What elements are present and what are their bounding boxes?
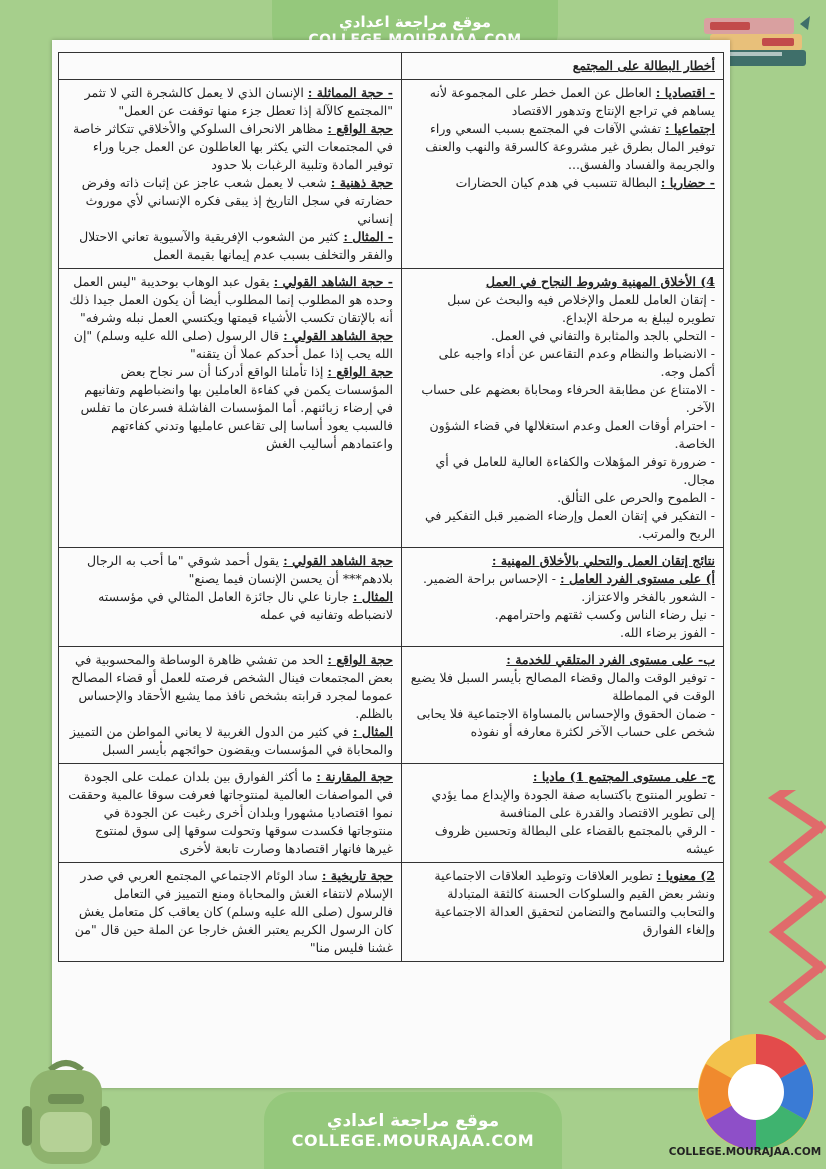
paragraph-text: - نيل رضاء الناس وكسب ثقتهم واحترامهم. [494, 607, 715, 622]
paragraph [67, 84, 393, 120]
scanned-page [52, 40, 730, 1088]
paragraph [410, 84, 715, 120]
paragraph-heading: - المثال : [343, 229, 393, 244]
paragraph-text: - إتقان العامل للعمل والإخلاص فيه والبحث عن سبل تطويره ليبلغ به مرحلة الإبداع. [447, 292, 715, 325]
paragraph-heading: المثال : [352, 724, 393, 739]
table-row [59, 863, 724, 962]
paragraph [410, 552, 715, 570]
evidence-cell [59, 80, 402, 269]
paragraph [410, 606, 715, 624]
table-title-text: أخطار البطالة على المجتمع [572, 58, 715, 73]
paragraph-text: - الإحساس براحة الضمير. [423, 571, 557, 586]
paragraph [410, 624, 715, 642]
paragraph [410, 570, 715, 588]
paragraph-text: البطالة تتسبب في هدم كيان الحضارات [455, 175, 657, 190]
paragraph [410, 345, 715, 381]
site-logo-icon[interactable] [694, 1030, 818, 1154]
paragraph [67, 174, 393, 228]
paragraph [410, 327, 715, 345]
idea-cell [402, 863, 724, 962]
paragraph-text: ساد الوئام الاجتماعي المجتمع العربي في صدر الإسلام لانتفاء الغش والمحاباة ومنع التمييز في التعامل فالرسول (صلى الله عليه وسلم) كان يعاقب كل متعامل يغش كان الرسول الكريم يعتبر الغش خارجا عن الملة حين قال "من غشنا فليس منا" [74, 868, 393, 955]
paragraph-text: - ضرورة توفر المؤهلات والكفاءة العالية للعامل في أي مجال. [435, 454, 715, 487]
paragraph-heading: حجة المقارنة : [316, 769, 393, 784]
paragraph [67, 588, 393, 624]
paragraph-text: كثير من الشعوب الإفريقية والآسيوية تعاني الاحتلال والفقر والتخلف بسبب عدم إيمانها بقيمة العمل [79, 229, 393, 262]
paragraph [410, 651, 715, 669]
paragraph [67, 768, 393, 858]
paragraph [410, 489, 715, 507]
table-title [402, 53, 724, 80]
paragraph-heading: حجة الواقع : [327, 364, 393, 379]
paragraph-heading: أ) على مستوى الفرد العامل : [560, 571, 715, 586]
paragraph-heading: - اقتصاديا : [655, 85, 715, 100]
paragraph-heading: ب- على مستوى الفرد المتلقي للخدمة : [506, 652, 715, 667]
footer-site-name-ar: موقع مراجعة اعدادي [326, 1111, 500, 1131]
paragraph [67, 228, 393, 264]
paragraph [410, 786, 715, 822]
idea-cell [402, 548, 724, 647]
paragraph [410, 705, 715, 741]
paragraph [67, 363, 393, 453]
evidence-cell [59, 548, 402, 647]
paragraph-text: الحد من تفشي ظاهرة الوساطة والمحسوبية في بعض المجتمعات فينال الشخص فرصته للعمل أو قضاء المصالح عموما لمجرد قرابته بشخص نافذ مما يشيع الأحقاد والإحساس بالظلم. [71, 652, 393, 721]
idea-cell [402, 764, 724, 863]
paragraph-text: - احترام أوقات العمل وعدم استغلالها في قضاء الشؤون الخاصة. [429, 418, 715, 451]
footer-site-url[interactable]: COLLEGE.MOURAJAA.COM [291, 1131, 535, 1150]
paragraph-heading: حجة ذهنية : [330, 175, 393, 190]
evidence-cell [59, 269, 402, 548]
paragraph [67, 723, 393, 759]
argument-table [58, 52, 724, 962]
backpack-icon [18, 1058, 114, 1166]
paragraph-heading: حجة تاريخية : [321, 868, 393, 883]
paragraph-text: - الفوز برضاء الله. [619, 625, 715, 640]
paragraph-heading: - حضاريا : [660, 175, 715, 190]
idea-cell [402, 269, 724, 548]
paragraph-text: - تطوير المنتوج باكتسابه صفة الجودة والإبداع مما يؤدي إلى تطوير الاقتصاد والقدرة على المنافسة [431, 787, 715, 820]
paragraph-text: يقول عبد الوهاب بوحديبة "ليس العمل وحده هو المطلوب إنما المطلوب أيضا أن يكون العمل جيدا ذلك أنه بالإتقان تكسب الأشياء قيمتها ويكتسي العمل نبله وشرفه" [69, 274, 393, 325]
paragraph-text: - الرقي بالمجتمع بالقضاء على البطالة وتحسين ظروف عيشه [434, 823, 715, 856]
paragraph [410, 669, 715, 705]
paragraph-heading: المثال : [352, 589, 393, 604]
evidence-cell [59, 764, 402, 863]
paragraph [67, 327, 393, 363]
paragraph-text: مظاهر الانحراف السلوكي والأخلاقي تتكاثر خاصة في المجتمعات التي يكثر بها العاطلون عن العمل جريا وراء توفير المادة وتلبية الرغبات بلا حدود [72, 121, 393, 172]
paragraph [67, 651, 393, 723]
paragraph-text: جارنا علي نال جائزة العامل المثالي في مؤسسته لانضباطه وتفانيه في عمله [98, 589, 393, 622]
table-row [59, 269, 724, 548]
paragraph-heading: نتائج إتقان العمل والتحلي بالأخلاق المهنية : [491, 553, 715, 568]
table-row [59, 80, 724, 269]
paragraph-text: قال الرسول (صلى الله عليه وسلم) "إن الله يحب إذا عمل أحدكم عملا أن يتقنه" [73, 328, 393, 361]
paragraph-text: - الامتناع عن مطابقة الحرفاء ومحاباة بعضهم على حساب الآخر. [421, 382, 715, 415]
site-name-ar: موقع مراجعة اعدادي [339, 13, 491, 31]
paragraph [410, 381, 715, 417]
paragraph-heading: 4) الأخلاق المهنية وشروط النجاح في العمل [485, 274, 715, 289]
paragraph [67, 867, 393, 957]
paragraph [410, 273, 715, 291]
paragraph [410, 291, 715, 327]
paragraph-heading: 2) معنويا : [656, 868, 715, 883]
paragraph [410, 174, 715, 192]
paragraph [410, 588, 715, 606]
paragraph-text: العاطل عن العمل خطر على المجموعة لأنه يساهم في تراجع الإنتاج وتدهور الاقتصاد [429, 85, 715, 118]
paragraph-text: - ضمان الحقوق والإحساس بالمساواة الاجتماعية فلا يحابى شخص على حساب الآخر لكثرة معارفه أو نفوذه [416, 706, 715, 739]
paragraph-text: - التفكير في إتقان العمل وإرضاء الضمير قبل التفكير في الربح والمرتب. [424, 508, 715, 541]
paragraph [410, 768, 715, 786]
paragraph [410, 417, 715, 453]
paragraph-text: إذا تأملنا الواقع أدركنا أن سر نجاح بعض المؤسسات يكمن في كفاءة العاملين بها وانضباطهم وتفانيهم في إرضاء زبائنهم. أما المؤسسات الفاشلة فسرعان ما تفلس فالسبب يعود أساسا إلى تقاعس عامليها وتدني كفاءتهم واعتمادهم أساليب الغش [80, 364, 393, 451]
paragraph-heading: - حجة الشاهد القولي : [273, 274, 393, 289]
paragraph [67, 120, 393, 174]
paragraph [410, 867, 715, 939]
table-row [59, 647, 724, 764]
paragraph-text: تفشي الآفات في المجتمع بسبب السعي وراء توفير المال بطرق غير مشروعة كالسرقة والنهب والعنف والجريمة والفساد والفسق... [425, 121, 715, 172]
table-row [59, 764, 724, 863]
bottom-site-banner[interactable] [264, 1092, 562, 1169]
paragraph-heading: حجة الواقع : [327, 121, 393, 136]
title-row [59, 53, 724, 80]
paragraph-heading: اجتماعيا : [664, 121, 715, 136]
paragraph [410, 507, 715, 543]
chevron-decoration-icon [736, 790, 826, 1040]
paragraph-heading: ج- على مستوى المجتمع 1) ماديا : [532, 769, 715, 784]
logo-caption: COLLEGE.MOURAJAA.COM [668, 1146, 822, 1158]
paragraph-heading: حجة الواقع : [327, 652, 393, 667]
paragraph [67, 552, 393, 588]
evidence-cell [59, 863, 402, 962]
paragraph [410, 120, 715, 174]
paragraph-text: - الشعور بالفخر والاعتزاز. [581, 589, 715, 604]
idea-cell [402, 647, 724, 764]
paragraph-heading: حجة الشاهد القولي : [283, 328, 393, 343]
paragraph [410, 822, 715, 858]
paragraph-text: تطوير العلاقات وتوطيد العلاقات الاجتماعية ونشر بعض القيم والسلوكات الحسنة كالثقة المتبادلة والتحابب والتسامح والتضامن لتحقيق العدالة الاجتماعية وإلغاء الفوارق [434, 868, 715, 937]
paragraph-text: - الطموح والحرص على التألق. [557, 490, 715, 505]
paragraph-text: الإنسان الذي لا يعمل كالشجرة التي لا تثمر "المجتمع كالآلة إذا تعطل جزء منها توقفت عن العمل" [84, 85, 393, 118]
paragraph-text: في كثير من الدول الغربية لا يعاني المواطن من التمييز والمحاباة في المؤسسات ويقضون حوائجهم بأيسر السبل [69, 724, 393, 757]
paragraph-text: ما أكثر الفوارق بين بلدان عملت على الجودة في المواصفات العالمية لمنتوجاتها فعرفت سوقا عالمية وحققت نموا اقتصاديا مشهورا وبلدان أخرى رغبت عن الجودة في منتوجاتها فكسدت سوقها وتحولت سوقها إلى سوق لمنتوج غيرها فانهار اقتصادها وصارت تابعة لأخرى [68, 769, 393, 856]
paragraph [67, 273, 393, 327]
paragraph-text: يقول أحمد شوقي "ما أحب به الرجال بلادهم*** أن يحسن الإنسان فيما يصنع" [86, 553, 393, 586]
paragraph-text: - التحلي بالجد والمثابرة والتفاني في العمل. [490, 328, 715, 343]
table-row [59, 548, 724, 647]
table-title-empty [59, 53, 402, 80]
paragraph-heading: - حجة المماثلة : [307, 85, 393, 100]
paragraph [410, 453, 715, 489]
paragraph-text: - الانضباط والنظام وعدم التقاعس عن أداء واجبه على أكمل وجه. [438, 346, 715, 379]
paragraph-heading: حجة الشاهد القولي : [283, 553, 393, 568]
paragraph-text: - توفير الوقت والمال وقضاء المصالح بأيسر السبل فلا يضيع الوقت في المماطلة [410, 670, 715, 703]
idea-cell [402, 80, 724, 269]
evidence-cell [59, 647, 402, 764]
paragraph-text: شعب لا يعمل شعب عاجز عن إثبات ذاته وفرض حضارته في سجل التاريخ إذ يبقى فكره الإنساني لأي موروث إنساني [81, 175, 393, 226]
